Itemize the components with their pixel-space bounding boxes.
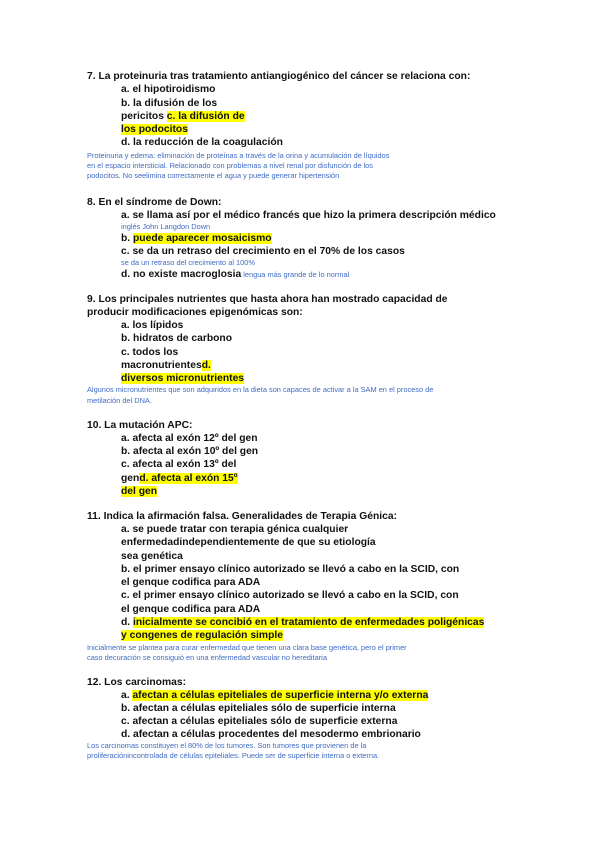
q10-option-c-line2: gen — [121, 473, 140, 484]
q7-answer-c-line2 — [121, 123, 188, 136]
q7-answer-c-part2: los podocitos — [121, 124, 188, 135]
q9-note-line2: metilación del DNA. — [87, 396, 152, 405]
question-10-text: 10. La mutación APC: — [87, 420, 193, 431]
q12-note-line1: Los carcinomas constituyen el 80% de los tumores. Son tumores que provienen de la — [87, 741, 367, 750]
q10-option-c-line1: c. afecta al exón 13º del — [121, 459, 237, 470]
q8-option-d — [121, 268, 349, 281]
q10-option-a: a. afecta al exón 12º del gen — [121, 433, 258, 444]
q11-answer-d-part1: inicialmente se concibió en el tratamiento de enfermedades poligénicas — [133, 617, 485, 628]
q8-option-b-prefix: b. — [121, 233, 134, 244]
q7-option-b-line1: b. la difusión de los — [121, 98, 218, 109]
question-7-text: 7. La proteinuria tras tratamiento antiangiogénico del cáncer se relaciona con: — [87, 71, 471, 82]
q11-option-a-line3: sea genética — [121, 551, 183, 562]
q11-note-line1: Inicialmente se plantea para curar enfermedad que tienen una clara base genética, pero el primer — [87, 643, 407, 652]
q11-option-a-line2: enfermedadindependientemente de que su etiología — [121, 537, 376, 548]
q10-option-b: b. afecta al exón 10º del gen — [121, 446, 259, 457]
q11-answer-d-part2: y congenes de regulación simple — [121, 630, 283, 641]
question-11-text: 11. Indica la afirmación falsa. Generalidades de Terapia Génica: — [87, 511, 397, 522]
q11-option-d-line1 — [121, 616, 484, 629]
q7-option-b-c-line — [121, 110, 245, 123]
q11-option-c-line1: c. el primer ensayo clínico autorizado se llevó a cabo en la SCID, con — [121, 590, 459, 601]
question-9-line1: 9. Los principales nutrientes que hasta ahora han mostrado capacidad de — [87, 294, 448, 305]
q8-option-d-note: lengua más grande de lo normal — [241, 270, 350, 279]
q10-answer-d-line2 — [121, 485, 157, 498]
q12-note-line2: proliferaciónincontrolada de células epiteliales. Puede ser de superficie interna o externa. — [87, 751, 380, 760]
q9-option-c-line2: macronutrientes — [121, 360, 202, 371]
q12-option-d: d. afectan a células procedentes del mesodermo embrionario — [121, 729, 421, 740]
q12-option-c: c. afectan a células epiteliales sólo de superficie externa — [121, 716, 398, 727]
q9-option-a: a. los lípidos — [121, 320, 184, 331]
q8-option-c: c. se da un retraso del crecimiento en el 70% de los casos — [121, 246, 405, 257]
q8-option-a-note: inglés John Langdon Down — [121, 222, 211, 231]
q9-option-c-d-line — [121, 359, 211, 372]
q8-option-b — [121, 232, 272, 245]
q7-note-line2: en el espacio intersticial. Relacionado con problemas a nivel renal por disfunción de los — [87, 161, 373, 170]
q9-option-c-line1: c. todos los — [121, 347, 179, 358]
q9-answer-d-line2 — [121, 372, 244, 385]
q10-answer-d-part2: del gen — [121, 486, 158, 497]
q12-answer-a: afectan a células epiteliales de superficie interna y/o externa — [132, 690, 429, 701]
q8-option-d-text: d. no existe macroglosia — [121, 269, 242, 280]
q10-option-c-d-line — [121, 472, 238, 485]
q7-note-line1: Proteinuria y edema: eliminación de proteínas a través de la orina y acumulación de líquidos — [87, 151, 390, 160]
q7-note-line3: podocitos. No seelimina correctamente el agua y puede generar hipertensión — [87, 171, 340, 180]
q12-option-a-prefix: a. — [121, 690, 133, 701]
q7-option-a: a. el hipotiroidismo — [121, 84, 216, 95]
q9-answer-d-part2: diversos micronutrientes — [121, 373, 245, 384]
question-9-line2: producir modificaciones epigenómicas son: — [87, 307, 303, 318]
q8-option-c-note: se da un retraso del crecimiento al 100% — [121, 258, 255, 267]
q11-option-b-line2: el genque codifica para ADA — [121, 577, 261, 588]
q9-answer-d-part1: d. — [201, 360, 211, 371]
q7-option-b-line2: pericitos — [121, 111, 167, 122]
q11-option-d-prefix: d. — [121, 617, 134, 628]
q12-option-b: b. afectan a células epiteliales sólo de superficie interna — [121, 703, 396, 714]
question-12-text: 12. Los carcinomas: — [87, 677, 187, 688]
q7-option-d: d. la reducción de la coagulación — [121, 137, 283, 148]
q7-answer-c-part1: c. la difusión de — [166, 111, 245, 122]
q8-answer-b: puede aparecer mosaicismo — [133, 233, 272, 244]
q8-option-a: a. se llama así por el médico francés que hizo la primera descripción médico — [121, 210, 496, 221]
q11-option-d-line2 — [121, 629, 283, 642]
q11-option-a-line1: a. se puede tratar con terapia génica cualquier — [121, 524, 349, 535]
q9-option-b: b. hidratos de carbono — [121, 333, 232, 344]
q10-answer-d-part1: d. afecta al exón 15º — [139, 473, 238, 484]
q11-note-line2: caso decuración se consiguió en una enfermedad vascular no hereditaria — [87, 653, 327, 662]
q11-option-c-line2: el genque codifica para ADA — [121, 604, 261, 615]
q9-note-line1: Algunos micronutrientes que son adquiridos en la dieta son capaces de activar a la SAM en el proceso de — [87, 385, 434, 394]
q11-option-b-line1: b. el primer ensayo clínico autorizado se llevó a cabo en la SCID, con — [121, 564, 460, 575]
q12-option-a — [121, 689, 428, 702]
question-8-text: 8. En el síndrome de Down: — [87, 197, 222, 208]
